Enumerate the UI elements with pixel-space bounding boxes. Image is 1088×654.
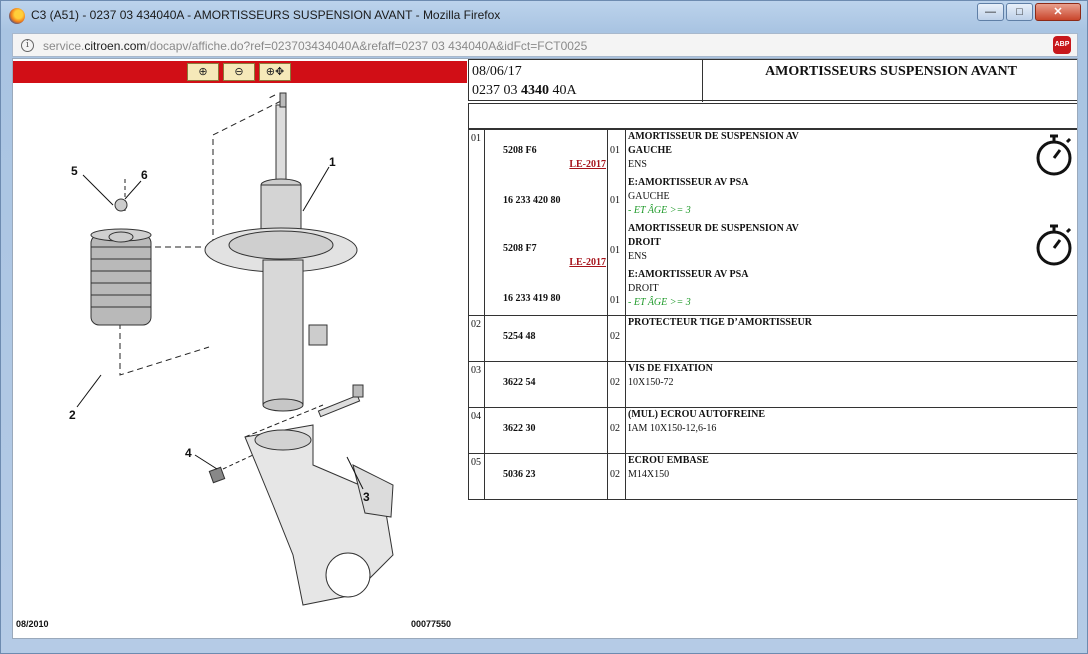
part-detail: 10X150-72 bbox=[628, 377, 674, 388]
header-ref-a: 0237 03 bbox=[472, 83, 521, 98]
reference-cell bbox=[485, 130, 608, 316]
age-condition: - ET ÂGE >= 3 bbox=[628, 297, 691, 308]
window-controls bbox=[977, 3, 1081, 21]
part-reference[interactable]: 5254 48 bbox=[503, 331, 536, 342]
title-bar bbox=[1, 1, 1087, 31]
url-text[interactable] bbox=[43, 39, 587, 53]
table-row bbox=[469, 316, 1079, 362]
quantity: 02 bbox=[610, 331, 620, 342]
diagram-pane bbox=[13, 59, 467, 639]
part-reference[interactable]: 16 233 420 80 bbox=[503, 195, 561, 206]
part-description: E:AMORTISSEUR AV PSA DROIT - ET ÂGE >= 3 bbox=[628, 268, 1077, 310]
close-button[interactable]: ✕ bbox=[1035, 3, 1081, 21]
bolt-drawing bbox=[318, 385, 363, 417]
description-cell bbox=[626, 362, 1079, 408]
row-number: 01 bbox=[469, 130, 485, 316]
minimize-button[interactable]: — bbox=[977, 3, 1004, 21]
diagram-date: 08/2010 bbox=[16, 619, 49, 629]
part-detail: M14X150 bbox=[628, 469, 670, 480]
part-reference[interactable]: 5208 F6 bbox=[503, 145, 537, 156]
quantity: 01 bbox=[610, 145, 620, 156]
reference-cell bbox=[485, 454, 608, 500]
zoom-out-button[interactable]: ⊖ bbox=[223, 63, 255, 81]
firefox-icon bbox=[9, 8, 25, 24]
quantity: 01 bbox=[610, 245, 620, 256]
parts-pane bbox=[467, 59, 1078, 639]
description-cell bbox=[626, 130, 1079, 316]
stopwatch-icon[interactable] bbox=[1033, 132, 1075, 178]
callout-3: 3 bbox=[363, 490, 370, 504]
row-number: 03 bbox=[469, 362, 485, 408]
part-description: E:AMORTISSEUR AV PSA GAUCHE - ET ÂGE >= 3 bbox=[628, 176, 1077, 218]
page-content bbox=[12, 58, 1078, 639]
part-reference[interactable]: 5208 F7 bbox=[503, 243, 537, 254]
description-cell bbox=[626, 408, 1079, 454]
callout-5: 5 bbox=[71, 164, 78, 178]
maximize-button[interactable]: □ bbox=[1006, 3, 1033, 21]
callout-6: 6 bbox=[141, 168, 148, 182]
header-reference bbox=[472, 83, 577, 99]
callout-1: 1 bbox=[329, 155, 336, 169]
bump-cap-drawing bbox=[109, 199, 133, 242]
zoom-move-button[interactable]: ⊕✥ bbox=[259, 63, 291, 81]
quantity-cell bbox=[608, 408, 626, 454]
shock-absorber-drawing bbox=[205, 93, 357, 411]
knuckle-drawing bbox=[245, 425, 393, 605]
diagram-code: 00077550 bbox=[411, 619, 452, 629]
part-description: AMORTISSEUR DE SUSPENSION AV GAUCHE ENS bbox=[628, 131, 799, 170]
header-spacer bbox=[468, 103, 1078, 129]
callout-2: 2 bbox=[69, 408, 76, 422]
part-reference[interactable]: 3622 30 bbox=[503, 423, 536, 434]
header-ref-c: 40A bbox=[549, 83, 577, 98]
le-link[interactable]: LE-2017 bbox=[569, 257, 606, 268]
nut-drawing bbox=[209, 467, 224, 482]
table-row bbox=[469, 362, 1079, 408]
parts-header bbox=[468, 59, 1078, 101]
quantity: 02 bbox=[610, 469, 620, 480]
quantity: 02 bbox=[610, 377, 620, 388]
header-ref-b: 4340 bbox=[521, 83, 549, 98]
row-number: 04 bbox=[469, 408, 485, 454]
diagram-toolbar bbox=[13, 61, 467, 83]
part-reference[interactable]: 16 233 419 80 bbox=[503, 293, 561, 304]
zoom-in-button[interactable]: ⊕ bbox=[187, 63, 219, 81]
part-title: ECROU EMBASE bbox=[628, 455, 709, 466]
age-condition: - ET ÂGE >= 3 bbox=[628, 205, 691, 216]
part-title: PROTECTEUR TIGE D’AMORTISSEUR bbox=[628, 317, 812, 328]
exploded-parts-diagram[interactable] bbox=[13, 85, 467, 615]
table-row bbox=[469, 454, 1079, 500]
part-description: AMORTISSEUR DE SUSPENSION AV DROIT ENS bbox=[628, 223, 799, 262]
quantity-cell bbox=[608, 362, 626, 408]
url-bar[interactable] bbox=[12, 33, 1078, 57]
reference-cell bbox=[485, 316, 608, 362]
quantity: 01 bbox=[610, 195, 620, 206]
adblock-icon[interactable]: ABP bbox=[1053, 36, 1071, 54]
quantity: 02 bbox=[610, 423, 620, 434]
header-date: 08/06/17 bbox=[472, 64, 522, 79]
callout-4: 4 bbox=[185, 446, 192, 460]
quantity: 01 bbox=[610, 295, 620, 306]
part-detail bbox=[628, 330, 1077, 344]
quantity-cell bbox=[608, 316, 626, 362]
header-title: AMORTISSEURS SUSPENSION AVANT bbox=[765, 64, 1017, 79]
parts-table bbox=[468, 129, 1078, 500]
url-domain: citroen.com bbox=[84, 39, 147, 53]
part-title: (MUL) ECROU AUTOFREINE bbox=[628, 409, 766, 420]
description-cell bbox=[626, 316, 1079, 362]
info-icon[interactable]: i bbox=[21, 39, 34, 52]
url-prefix: service. bbox=[43, 39, 85, 53]
window-title: C3 (A51) - 0237 03 434040A - AMORTISSEURS SUSPENSION AVANT - Mozilla Firefox bbox=[31, 8, 501, 22]
table-row bbox=[469, 408, 1079, 454]
le-link[interactable]: LE-2017 bbox=[569, 159, 606, 170]
row-number: 02 bbox=[469, 316, 485, 362]
description-cell bbox=[626, 454, 1079, 500]
stopwatch-icon[interactable] bbox=[1033, 222, 1075, 268]
quantity-cell bbox=[608, 130, 626, 316]
table-row bbox=[469, 130, 1079, 316]
part-reference[interactable]: 3622 54 bbox=[503, 377, 536, 388]
bellows-drawing bbox=[91, 229, 151, 325]
reference-cell bbox=[485, 408, 608, 454]
part-title: VIS DE FIXATION bbox=[628, 363, 713, 374]
part-detail: IAM 10X150-12,6-16 bbox=[628, 423, 717, 434]
row-number: 05 bbox=[469, 454, 485, 500]
part-reference[interactable]: 5036 23 bbox=[503, 469, 536, 480]
quantity-cell bbox=[608, 454, 626, 500]
reference-cell bbox=[485, 362, 608, 408]
url-path: /docapv/affiche.do?ref=023703434040A&refaff=0237 03 434040A&idFct=FCT0025 bbox=[146, 39, 588, 53]
